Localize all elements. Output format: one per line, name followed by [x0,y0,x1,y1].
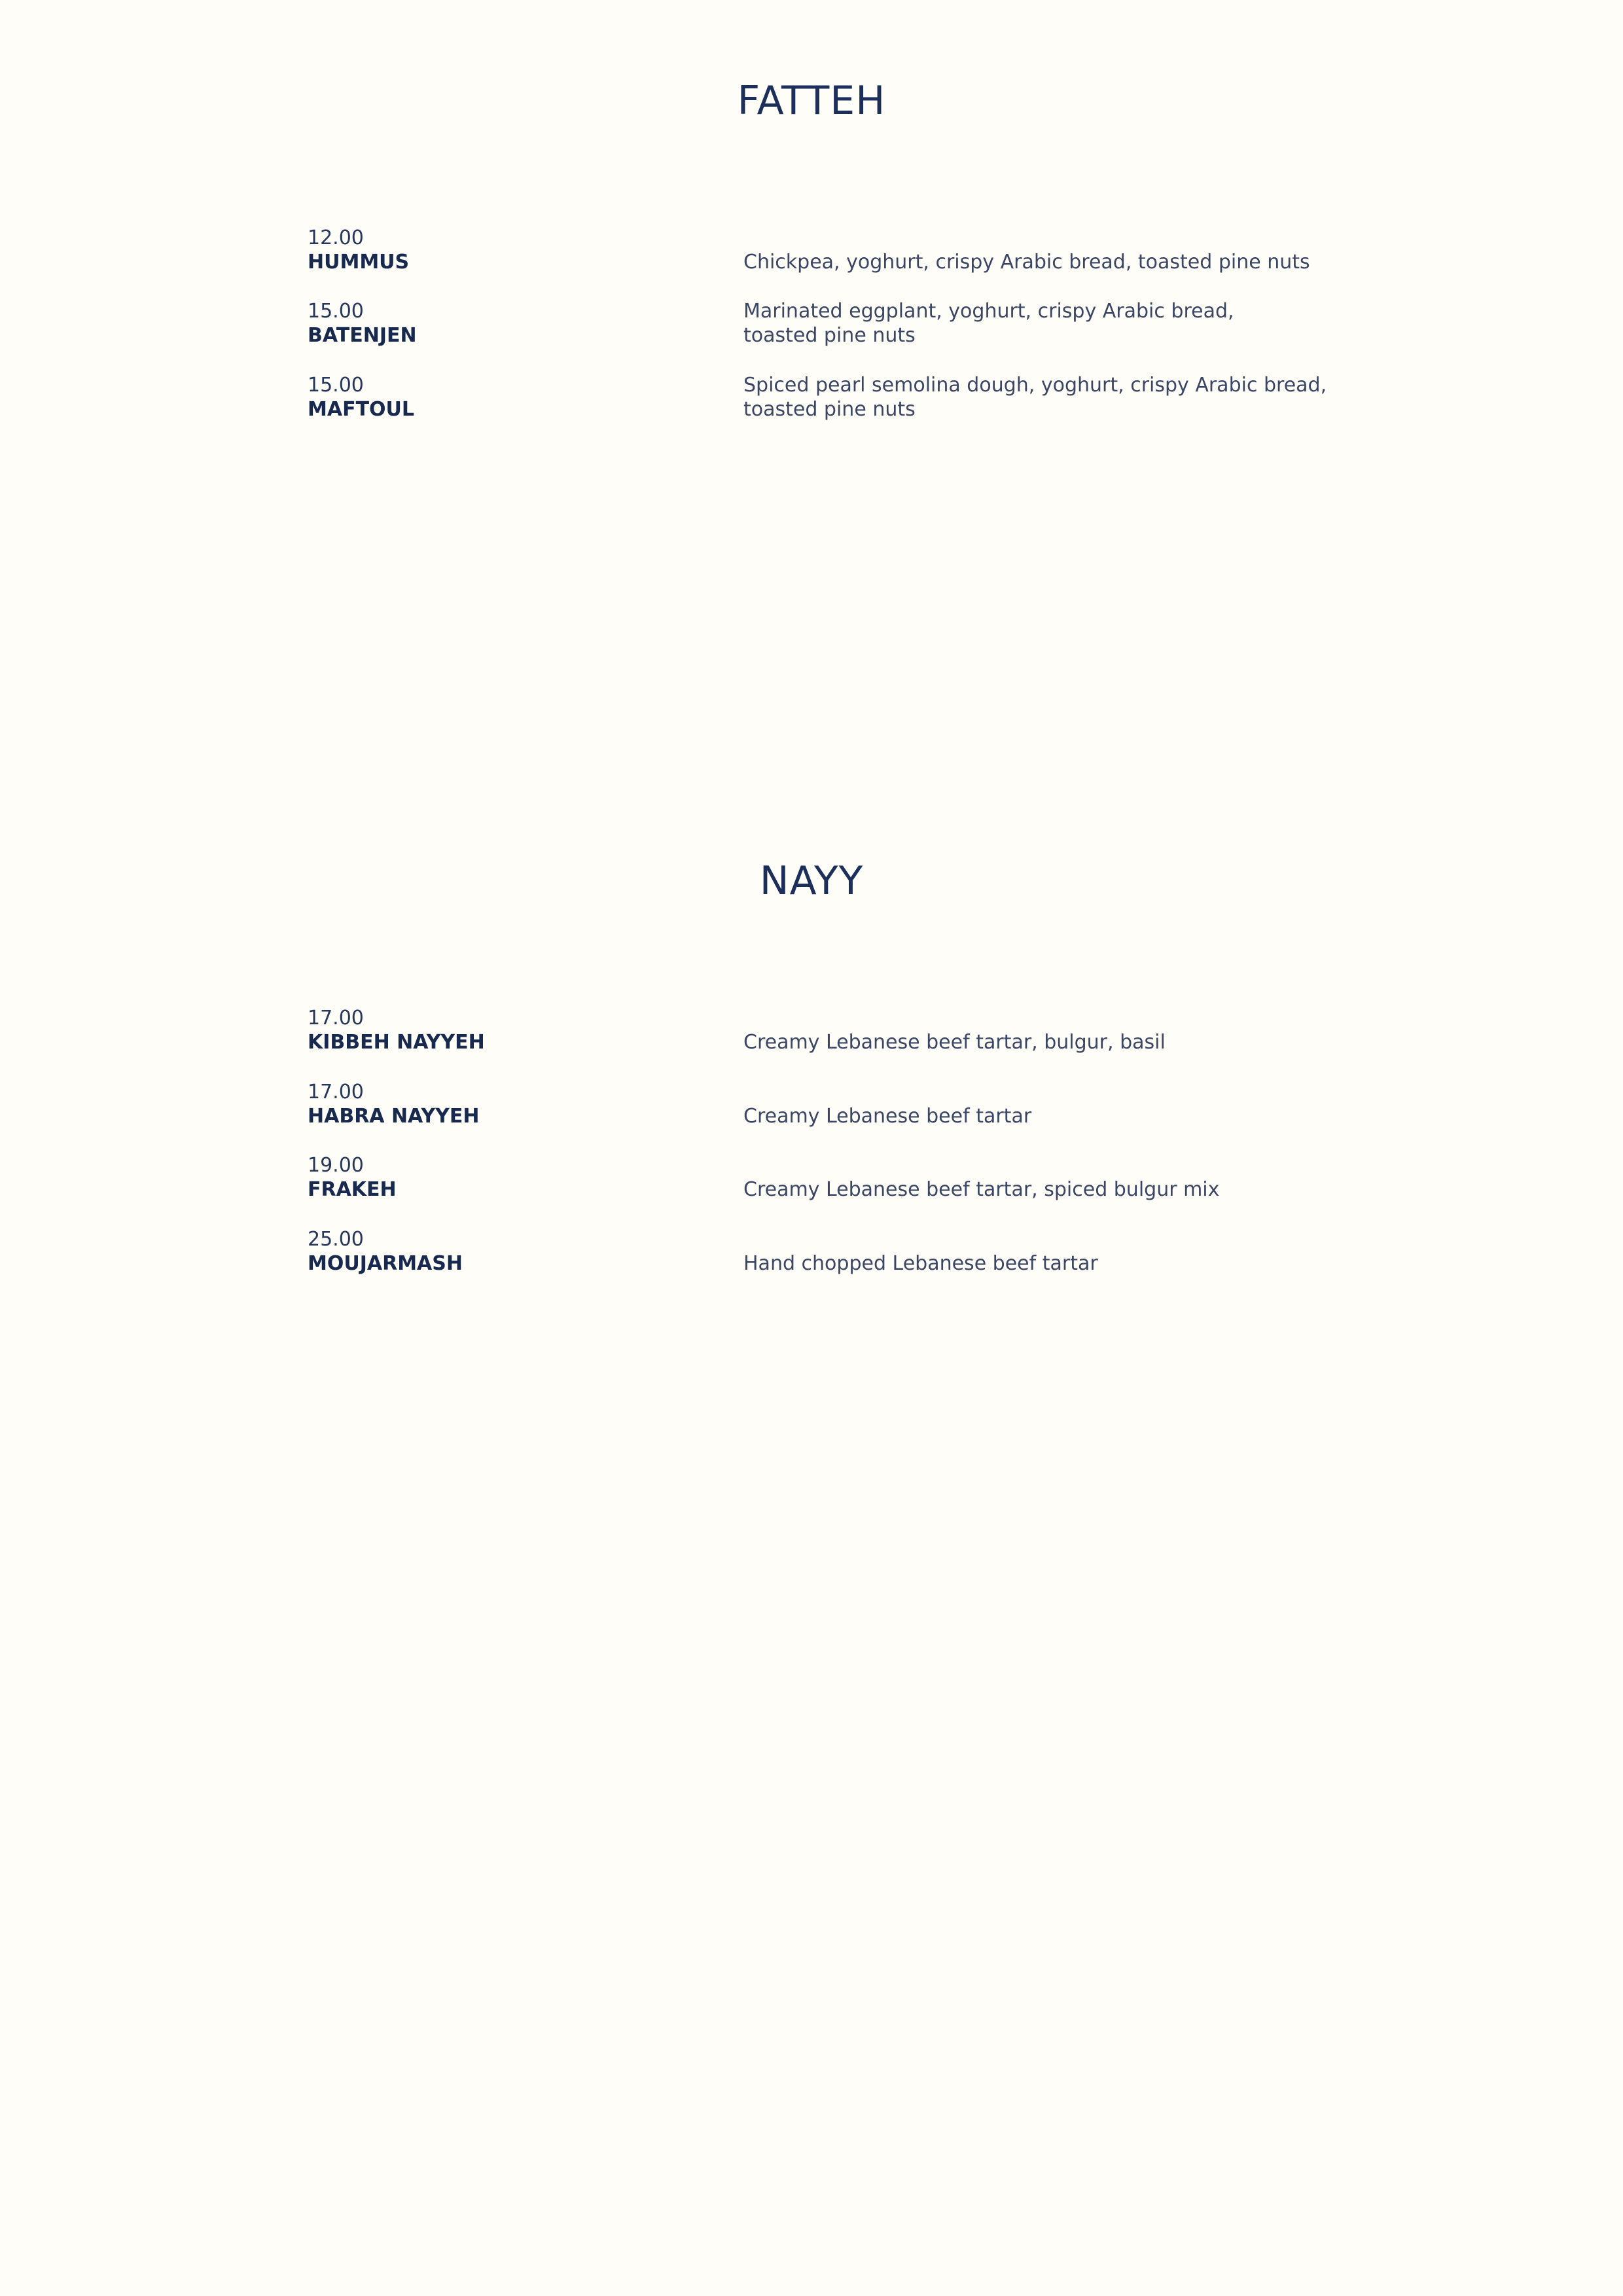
item-description-line: Chickpea, yoghurt, crispy Arabic bread, toasted pine nuts [743,251,1310,274]
item-price: 17.00 [308,1081,364,1103]
section-title-fatteh: FATTEH [737,78,886,124]
item-price: 17.00 [308,1007,364,1030]
item-description [743,373,1332,422]
item-description-line: toasted pine nuts [743,324,916,347]
section-title-nayy: NAYY [759,858,864,904]
item-price: 12.00 [308,226,364,249]
item-description-line: Creamy Lebanese beef tartar [743,1105,1032,1128]
item-description-line: toasted pine nuts [743,398,916,421]
item-price: 15.00 [308,374,364,397]
item-description [743,299,1332,348]
item-description [743,1104,1332,1128]
item-description [743,250,1332,274]
item-description [743,1251,1332,1276]
item-name: BATENJEN [308,324,417,347]
item-description [743,1030,1332,1054]
item-price: 19.00 [308,1154,364,1177]
item-name: HUMMUS [308,251,410,274]
item-description-line: Creamy Lebanese beef tartar, bulgur, basil [743,1031,1166,1054]
item-price: 15.00 [308,300,364,323]
item-description-line: Marinated eggplant, yoghurt, crispy Arabic bread, [743,300,1234,323]
item-name: MOUJARMASH [308,1252,463,1275]
item-name: FRAKEH [308,1178,397,1201]
item-description-line: Creamy Lebanese beef tartar, spiced bulgur mix [743,1178,1220,1201]
item-description [743,1177,1332,1202]
item-name: HABRA NAYYEH [308,1105,480,1128]
item-name: MAFTOUL [308,398,415,421]
item-price: 25.00 [308,1228,364,1251]
item-description-line: Spiced pearl semolina dough, yoghurt, crispy Arabic bread, [743,374,1327,397]
item-description-line: Hand chopped Lebanese beef tartar [743,1252,1098,1275]
item-name: KIBBEH NAYYEH [308,1031,485,1054]
